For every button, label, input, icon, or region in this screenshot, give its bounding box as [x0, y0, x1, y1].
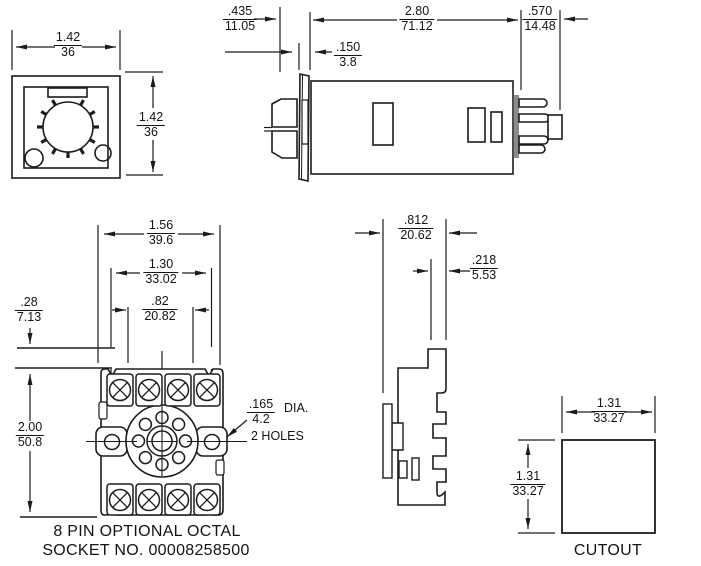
- dim-socket-height: [16, 421, 44, 449]
- socket-caption-line1: 8 PIN OPTIONAL OCTAL: [53, 523, 241, 540]
- inch-value: 1.42: [138, 110, 164, 124]
- dim-socket-mount-spacing: [143, 258, 178, 286]
- mm-value: 20.82: [144, 309, 176, 323]
- socket-front-view: [86, 369, 247, 515]
- mm-value: 11.05: [224, 19, 256, 33]
- body-vent-1: [468, 108, 485, 142]
- dim-socket-offset: [15, 296, 43, 324]
- pin-2: [519, 114, 549, 122]
- dim-relay-front-width: [54, 31, 82, 59]
- knob-lower: [272, 131, 297, 158]
- mm-value: 20.62: [400, 228, 432, 242]
- cutout-caption: CUTOUT: [573, 542, 643, 559]
- inch-value: 1.31: [510, 470, 545, 485]
- inch-value: .82: [142, 295, 177, 310]
- mm-value: 39.6: [148, 233, 174, 247]
- dial-tick-marks: [37, 100, 99, 158]
- dim-socket-overall-width: [147, 219, 175, 247]
- inch-value: .570: [522, 5, 557, 20]
- inch-value: .435: [223, 5, 257, 20]
- mm-value: 36: [61, 45, 75, 59]
- mm-value: 36: [144, 125, 158, 139]
- socket-side-view: [383, 349, 446, 505]
- dim-cutout-width: [591, 397, 626, 425]
- side-terminal-b: [412, 458, 419, 480]
- mm-value: 33.27: [593, 411, 625, 425]
- socket-side-profile: [398, 349, 446, 505]
- body-vent-2: [491, 112, 502, 142]
- mm-value: 3.8: [339, 55, 357, 69]
- dim-mounting-hole-dia: [247, 398, 275, 426]
- inch-value: .28: [15, 296, 43, 311]
- front-screw-left: [25, 149, 43, 167]
- inch-value: 1.56: [148, 218, 174, 232]
- mm-value: 5.53: [471, 268, 497, 282]
- pin-base-strip: [514, 95, 520, 158]
- mm-value: 14.48: [524, 19, 556, 33]
- edge-slot-left: [99, 402, 107, 419]
- body-slot: [373, 103, 393, 145]
- mm-value: 4.2: [252, 412, 270, 426]
- dim-relay-bezel: [334, 41, 362, 69]
- timer-dial: [43, 102, 93, 152]
- relay-label-window: [48, 88, 87, 97]
- side-terminal-a: [399, 461, 407, 478]
- dim-socket-inner-spacing: [142, 295, 177, 323]
- cutout-view: [518, 396, 655, 533]
- mm-value: 33.27: [512, 484, 544, 498]
- side-mounting-flange: [383, 404, 392, 478]
- dim-relay-pin-length: [522, 5, 557, 33]
- mm-value: 50.8: [17, 435, 43, 449]
- inch-value: 2.00: [17, 420, 43, 434]
- mm-value: 33.02: [145, 272, 177, 286]
- inch-value: .150: [335, 40, 361, 54]
- cutout-dimensions: [518, 396, 655, 533]
- pin-3: [519, 136, 548, 144]
- knob-upper: [272, 99, 297, 127]
- pin-4: [519, 145, 545, 153]
- dim-cutout-height: [510, 470, 545, 498]
- inch-value: 2.80: [399, 5, 434, 20]
- mm-value: 71.12: [401, 19, 433, 33]
- socket-caption-line2: SOCKET NO. 00008258500: [42, 542, 250, 559]
- inch-value: .812: [398, 214, 433, 229]
- inch-value: 1.31: [591, 397, 626, 412]
- inch-value: .165: [248, 397, 274, 411]
- inch-value: 1.30: [143, 258, 178, 273]
- dim-relay-front-height: [137, 111, 165, 139]
- bezel-latch: [302, 100, 308, 144]
- relay-front-dimensions: [12, 30, 163, 175]
- dim-socket-tab: [470, 254, 498, 282]
- octal-pins: [519, 99, 562, 153]
- inch-value: 1.42: [55, 30, 81, 44]
- pin-1: [519, 99, 547, 107]
- cutout-square: [562, 440, 655, 533]
- dim-socket-depth: [398, 214, 433, 242]
- side-step: [392, 423, 403, 450]
- edge-slot-right: [216, 460, 224, 475]
- dim-relay-protrusion: [223, 5, 257, 33]
- inch-value: .218: [471, 253, 497, 267]
- dim-relay-body-length: [399, 5, 434, 33]
- socket-side-dimensions: [355, 219, 477, 393]
- relay-side-view: [264, 74, 562, 181]
- hole-count-note: 2 HOLES: [251, 429, 304, 443]
- hole-dia-suffix: DIA.: [284, 401, 309, 415]
- pin-key: [548, 115, 562, 139]
- relay-front-view: [12, 76, 120, 178]
- mm-value: 7.13: [16, 310, 42, 324]
- relay-front-outer-frame: [12, 76, 120, 178]
